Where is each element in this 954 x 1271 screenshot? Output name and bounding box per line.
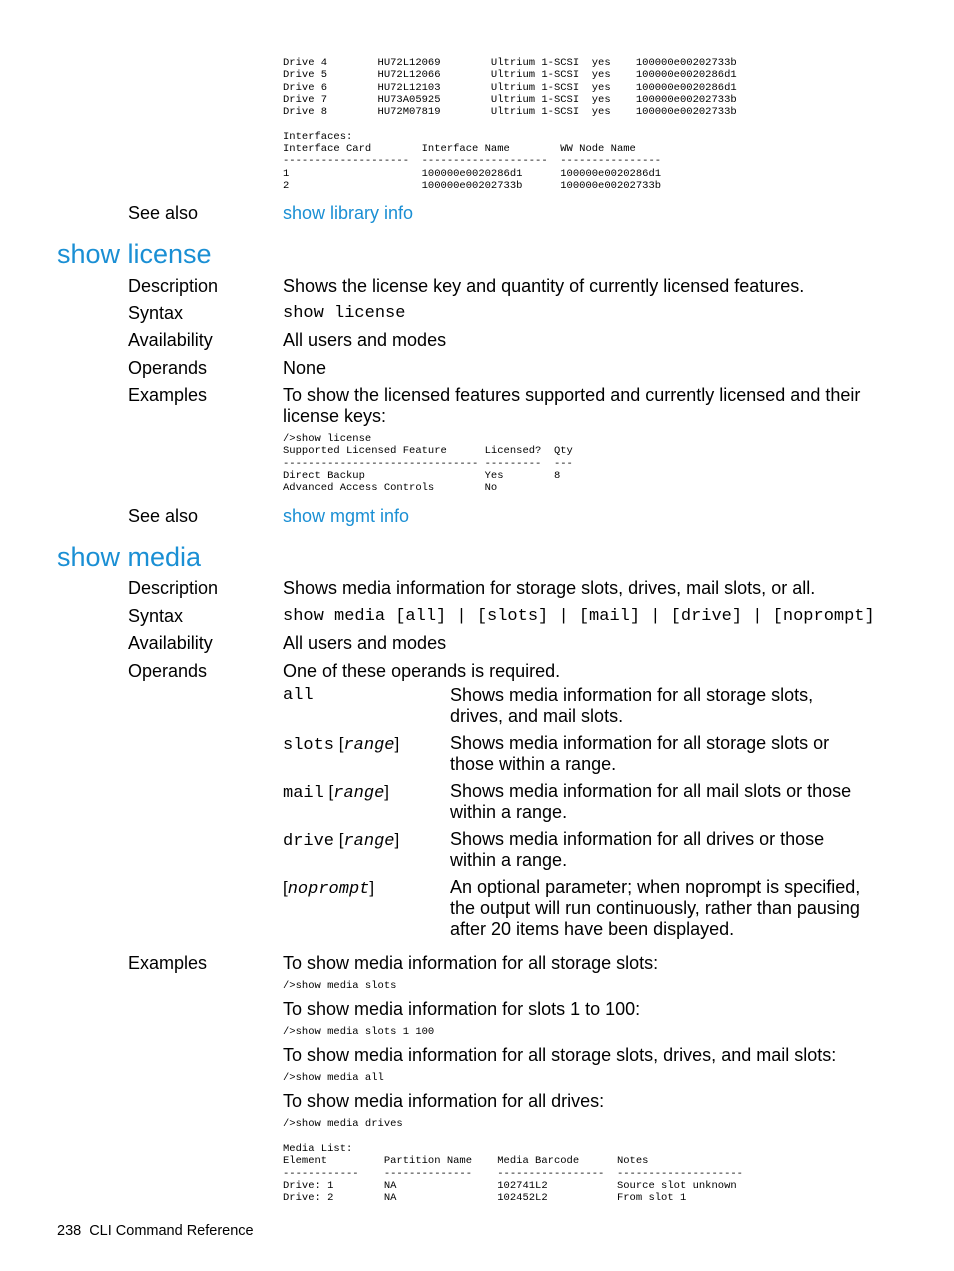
example-description: To show media information for all storage slots: [283,953,659,973]
operand-name-mail: mail [range] [283,782,390,803]
see-also-label: See also [128,203,199,223]
page-number: 238 [57,1223,82,1239]
examples-label: Examples [128,953,208,973]
operand-desc-drive: Shows media information for all drives or those within a range. [450,829,825,870]
availability-text: All users and modes [283,330,447,350]
availability-text: All users and modes [283,633,447,653]
section-title-show-license: show license [57,239,212,269]
footer-title: CLI Command Reference [89,1223,254,1239]
syntax-label: Syntax [128,606,184,626]
operand-argument: noprompt [287,880,370,899]
syntax-command: show license [283,304,406,323]
example-command: />show media drives [283,1118,403,1130]
description-text: Shows media information for storage slots, drives, mail slots, or all. [283,578,816,598]
license-example-code: />show license Supported Licensed Feature Licensed? Qty ------------------------------- --------- --- Direct Backup Yes 8 Advanced Access Controls No [283,433,573,495]
operands-label: Operands [128,661,208,681]
media-list-output: Media List: Element Partition Name Media Barcode Notes ------------ -------------- ----------------- -------------------- Drive: 1 NA 102741L2 Source slot unknown Drive: 2 NA 102452L2 From slot 1 [283,1143,743,1205]
example-description: To show media information for all drives: [283,1091,605,1111]
example-description: To show the licensed features supported and currently licensed and their license keys: [283,385,861,426]
page-footer [57,1222,262,1240]
operand-argument: range [343,736,395,755]
example-description: To show media information for slots 1 to 100: [283,999,641,1019]
operand-desc-slots: Shows media information for all storage slots or those within a range. [450,733,830,774]
description-label: Description [128,578,219,598]
show-library-info-link[interactable]: show library info [283,203,414,223]
drive-listing-code: Drive 4 HU72L12069 Ultrium 1-SCSI yes 100000e00202733b Drive 5 HU72L12066 Ultrium 1-SCSI yes 100000e0020286d1 Drive 6 HU72L12103 Ultrium 1-SCSI yes 100000e0020286d1 Drive 7 HU73A05925 Ultrium 1-SCSI yes 100000e00202733b Drive 8 HU72M07819 Ultrium 1-SCSI yes 100000e00202733b Interfaces: Interface Card Interface Name WW Node Name -------------------- -------------------- ---------------- 1 100000e0020286d1 100000e0020286d1 2 100000e00202733b 100000e00202733b [283,57,737,192]
availability-label: Availability [128,633,213,653]
operands-text: None [283,358,327,378]
operand-desc-noprompt: An optional parameter; when noprompt is specified, the output will run continuously, rather than pausing after 20 items have been displayed. [450,877,861,939]
section-title-show-media: show media [57,542,202,572]
operand-name-all: all [283,686,314,705]
availability-label: Availability [128,330,213,350]
operand-argument: range [333,784,385,803]
example-command: />show media slots [283,980,397,992]
syntax-label: Syntax [128,303,184,323]
operands-intro: One of these operands is required. [283,661,561,681]
operand-name-drive: drive [range] [283,830,400,851]
description-text: Shows the license key and quantity of currently licensed features. [283,276,805,296]
syntax-command: show media [all] | [slots] | [mail] | [drive] | [noprompt] [283,607,875,626]
operands-label: Operands [128,358,208,378]
examples-label: Examples [128,385,208,405]
see-also-label: See also [128,506,199,526]
operand-name-noprompt: [noprompt] [283,878,375,899]
operand-keyword: mail [283,784,324,803]
example-description: To show media information for all storage slots, drives, and mail slots: [283,1045,837,1065]
operand-desc-all: Shows media information for all storage slots, drives, and mail slots. [450,685,814,726]
operand-keyword: slots [283,736,335,755]
example-command: />show media slots 1 100 [283,1026,435,1038]
operand-argument: range [343,832,395,851]
operand-desc-mail: Shows media information for all mail slots or those within a range. [450,781,852,822]
operand-keyword: drive [283,832,335,851]
show-mgmt-info-link[interactable]: show mgmt info [283,506,410,526]
operand-name-slots: slots [range] [283,734,400,755]
example-command: />show media all [283,1072,384,1084]
description-label: Description [128,276,219,296]
